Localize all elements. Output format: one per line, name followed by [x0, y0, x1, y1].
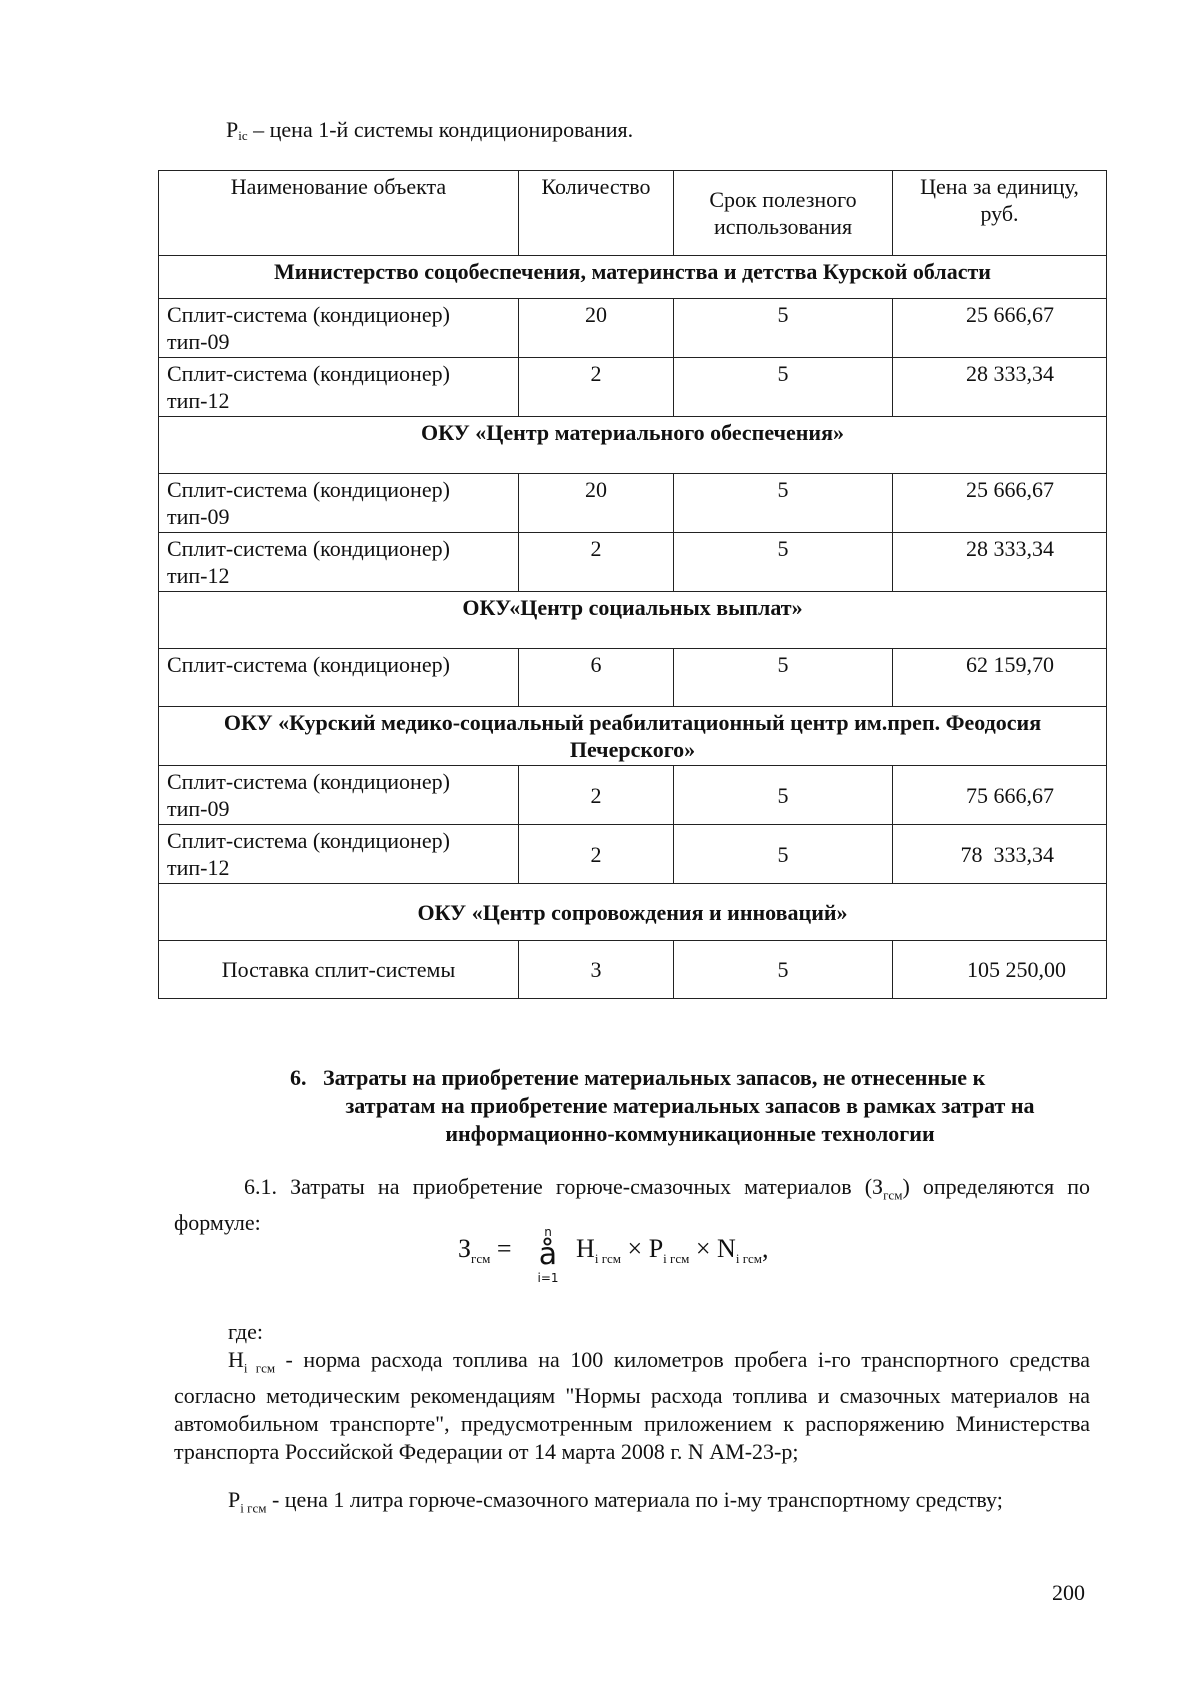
section-heading-line2: затратам на приобретение материальных запасов в рамках затрат на	[345, 1093, 1035, 1118]
section-heading	[290, 1064, 1090, 1148]
sum-upper-limit: n	[544, 1225, 552, 1239]
cell-name: Сплит-система (кондиционер) тип-09	[159, 299, 519, 358]
group-row	[159, 707, 1107, 766]
cell-term: 5	[674, 299, 893, 358]
def-symbol: P	[228, 1487, 241, 1512]
table-row	[159, 941, 1107, 999]
cell-qty: 20	[519, 474, 674, 533]
fuel-cost-formula	[458, 1234, 769, 1267]
header-price: Цена за единицу, руб.	[893, 171, 1107, 256]
group-title: ОКУ «Центр сопровождения и инноваций»	[159, 884, 1107, 941]
formula-term-1: Н	[576, 1234, 595, 1263]
cell-price: 28 333,34	[893, 358, 1107, 417]
def-subscript: i гсм	[240, 1500, 267, 1516]
group-title: ОКУ «Центр материального обеспечения»	[159, 417, 1107, 474]
cell-term: 5	[674, 766, 893, 825]
cell-price: 78 333,34	[893, 825, 1107, 884]
aircon-price-table	[158, 170, 1107, 999]
cell-qty: 2	[519, 825, 674, 884]
section-heading-line1: 6. Затраты на приобретение материальных запасов, не отнесенные к	[290, 1065, 986, 1090]
cell-name: Сплит-система (кондиционер) тип-12	[159, 825, 519, 884]
formula-term-3: N	[717, 1234, 736, 1263]
cell-price: 28 333,34	[893, 533, 1107, 592]
page-number: 200	[1052, 1580, 1085, 1605]
header-term: Срок полезного использования	[674, 171, 893, 256]
cell-name: Сплит-система (кондиционер) тип-12	[159, 358, 519, 417]
cell-name: Сплит-система (кондиционер) тип-09	[159, 766, 519, 825]
para-text: ) определяются по формуле:	[174, 1174, 1090, 1236]
cell-qty: 2	[519, 533, 674, 592]
intro-symbol: P	[226, 117, 239, 142]
def-subscript: i гсм	[243, 1360, 276, 1376]
para-subscript: гсм	[883, 1187, 903, 1203]
cell-price: 25 666,67	[893, 299, 1107, 358]
cell-name: Поставка сплит-системы	[159, 941, 519, 999]
para-text: 6.1. Затраты на приобретение горюче-смазочных материалов (З	[244, 1174, 884, 1199]
intro-line	[226, 116, 633, 150]
paragraph-6-1	[174, 1173, 1090, 1237]
formula-times: ×	[621, 1234, 649, 1263]
group-title: ОКУ«Центр социальных выплат»	[159, 592, 1107, 649]
cell-name: Сплит-система (кондиционер) тип-09	[159, 474, 519, 533]
intro-text: – цена 1-й системы кондиционирования.	[247, 117, 634, 142]
table-header-row	[159, 171, 1107, 256]
cell-term: 5	[674, 825, 893, 884]
summation-sign	[528, 1226, 568, 1284]
header-name: Наименование объекта	[159, 171, 519, 256]
def-text: - норма расхода топлива на 100 километров пробега i-го транспортного средства согласно методическим рекомендациям "Нормы расхода топлива и смазочных материалов на автомобильном транспорте", предусмотренным приложением к распоряжению Министерства транспорта Российской Федерации от 14 марта 2008 г. N АМ-23-р;	[174, 1347, 1090, 1465]
formula-term-2: P	[648, 1234, 664, 1263]
cell-term: 5	[674, 941, 893, 999]
cell-term: 5	[674, 533, 893, 592]
group-title: ОКУ «Курский медико-социальный реабилитационный центр им.преп. Феодосия Печерского»	[159, 707, 1107, 766]
formula-term-1-sub: i гсм	[594, 1251, 622, 1267]
group-row	[159, 592, 1107, 649]
formula-eq: =	[490, 1234, 519, 1263]
group-title: Министерство соцобеспечения, материнства и детства Курской области	[159, 256, 1107, 299]
cell-qty: 6	[519, 649, 674, 707]
table-row	[159, 649, 1107, 707]
group-row	[159, 884, 1107, 941]
def-text: - цена 1 литра горюче-смазочного материала по i-му транспортному средству;	[266, 1487, 1003, 1512]
cell-price: 105 250,00	[893, 941, 1107, 999]
cell-qty: 20	[519, 299, 674, 358]
formula-times: ×	[689, 1234, 718, 1263]
group-row	[159, 256, 1107, 299]
header-qty: Количество	[519, 171, 674, 256]
group-row	[159, 417, 1107, 474]
table-row	[159, 474, 1107, 533]
definition-price	[174, 1486, 1090, 1522]
cell-qty: 2	[519, 766, 674, 825]
table-row	[159, 825, 1107, 884]
formula-term-3-sub: i гсм	[735, 1251, 763, 1267]
cell-price: 75 666,67	[893, 766, 1107, 825]
cell-term: 5	[674, 649, 893, 707]
def-symbol: Н	[228, 1347, 244, 1372]
where-label: где:	[228, 1319, 263, 1344]
formula-term-2-sub: i гсм	[663, 1251, 690, 1267]
intro-subscript: ic	[238, 128, 248, 143]
cell-price: 25 666,67	[893, 474, 1107, 533]
cell-qty: 2	[519, 358, 674, 417]
table-row	[159, 533, 1107, 592]
cell-qty: 3	[519, 941, 674, 999]
cell-term: 5	[674, 474, 893, 533]
sum-lower-limit: i=1	[537, 1271, 559, 1285]
section-heading-line3: информационно-коммуникационные технологии	[445, 1121, 935, 1146]
definition-norm	[174, 1346, 1090, 1466]
cell-price: 62 159,70	[893, 649, 1107, 707]
cell-term: 5	[674, 358, 893, 417]
table-row	[159, 358, 1107, 417]
cell-name: Сплит-система (кондиционер)	[159, 649, 519, 707]
cell-name: Сплит-система (кондиционер) тип-12	[159, 533, 519, 592]
formula-end: ,	[762, 1234, 769, 1263]
formula-lhs: З	[458, 1234, 472, 1263]
sum-symbol: å	[538, 1237, 558, 1272]
table-row	[159, 766, 1107, 825]
formula-lhs-sub: гсм	[471, 1251, 491, 1267]
table-row	[159, 299, 1107, 358]
